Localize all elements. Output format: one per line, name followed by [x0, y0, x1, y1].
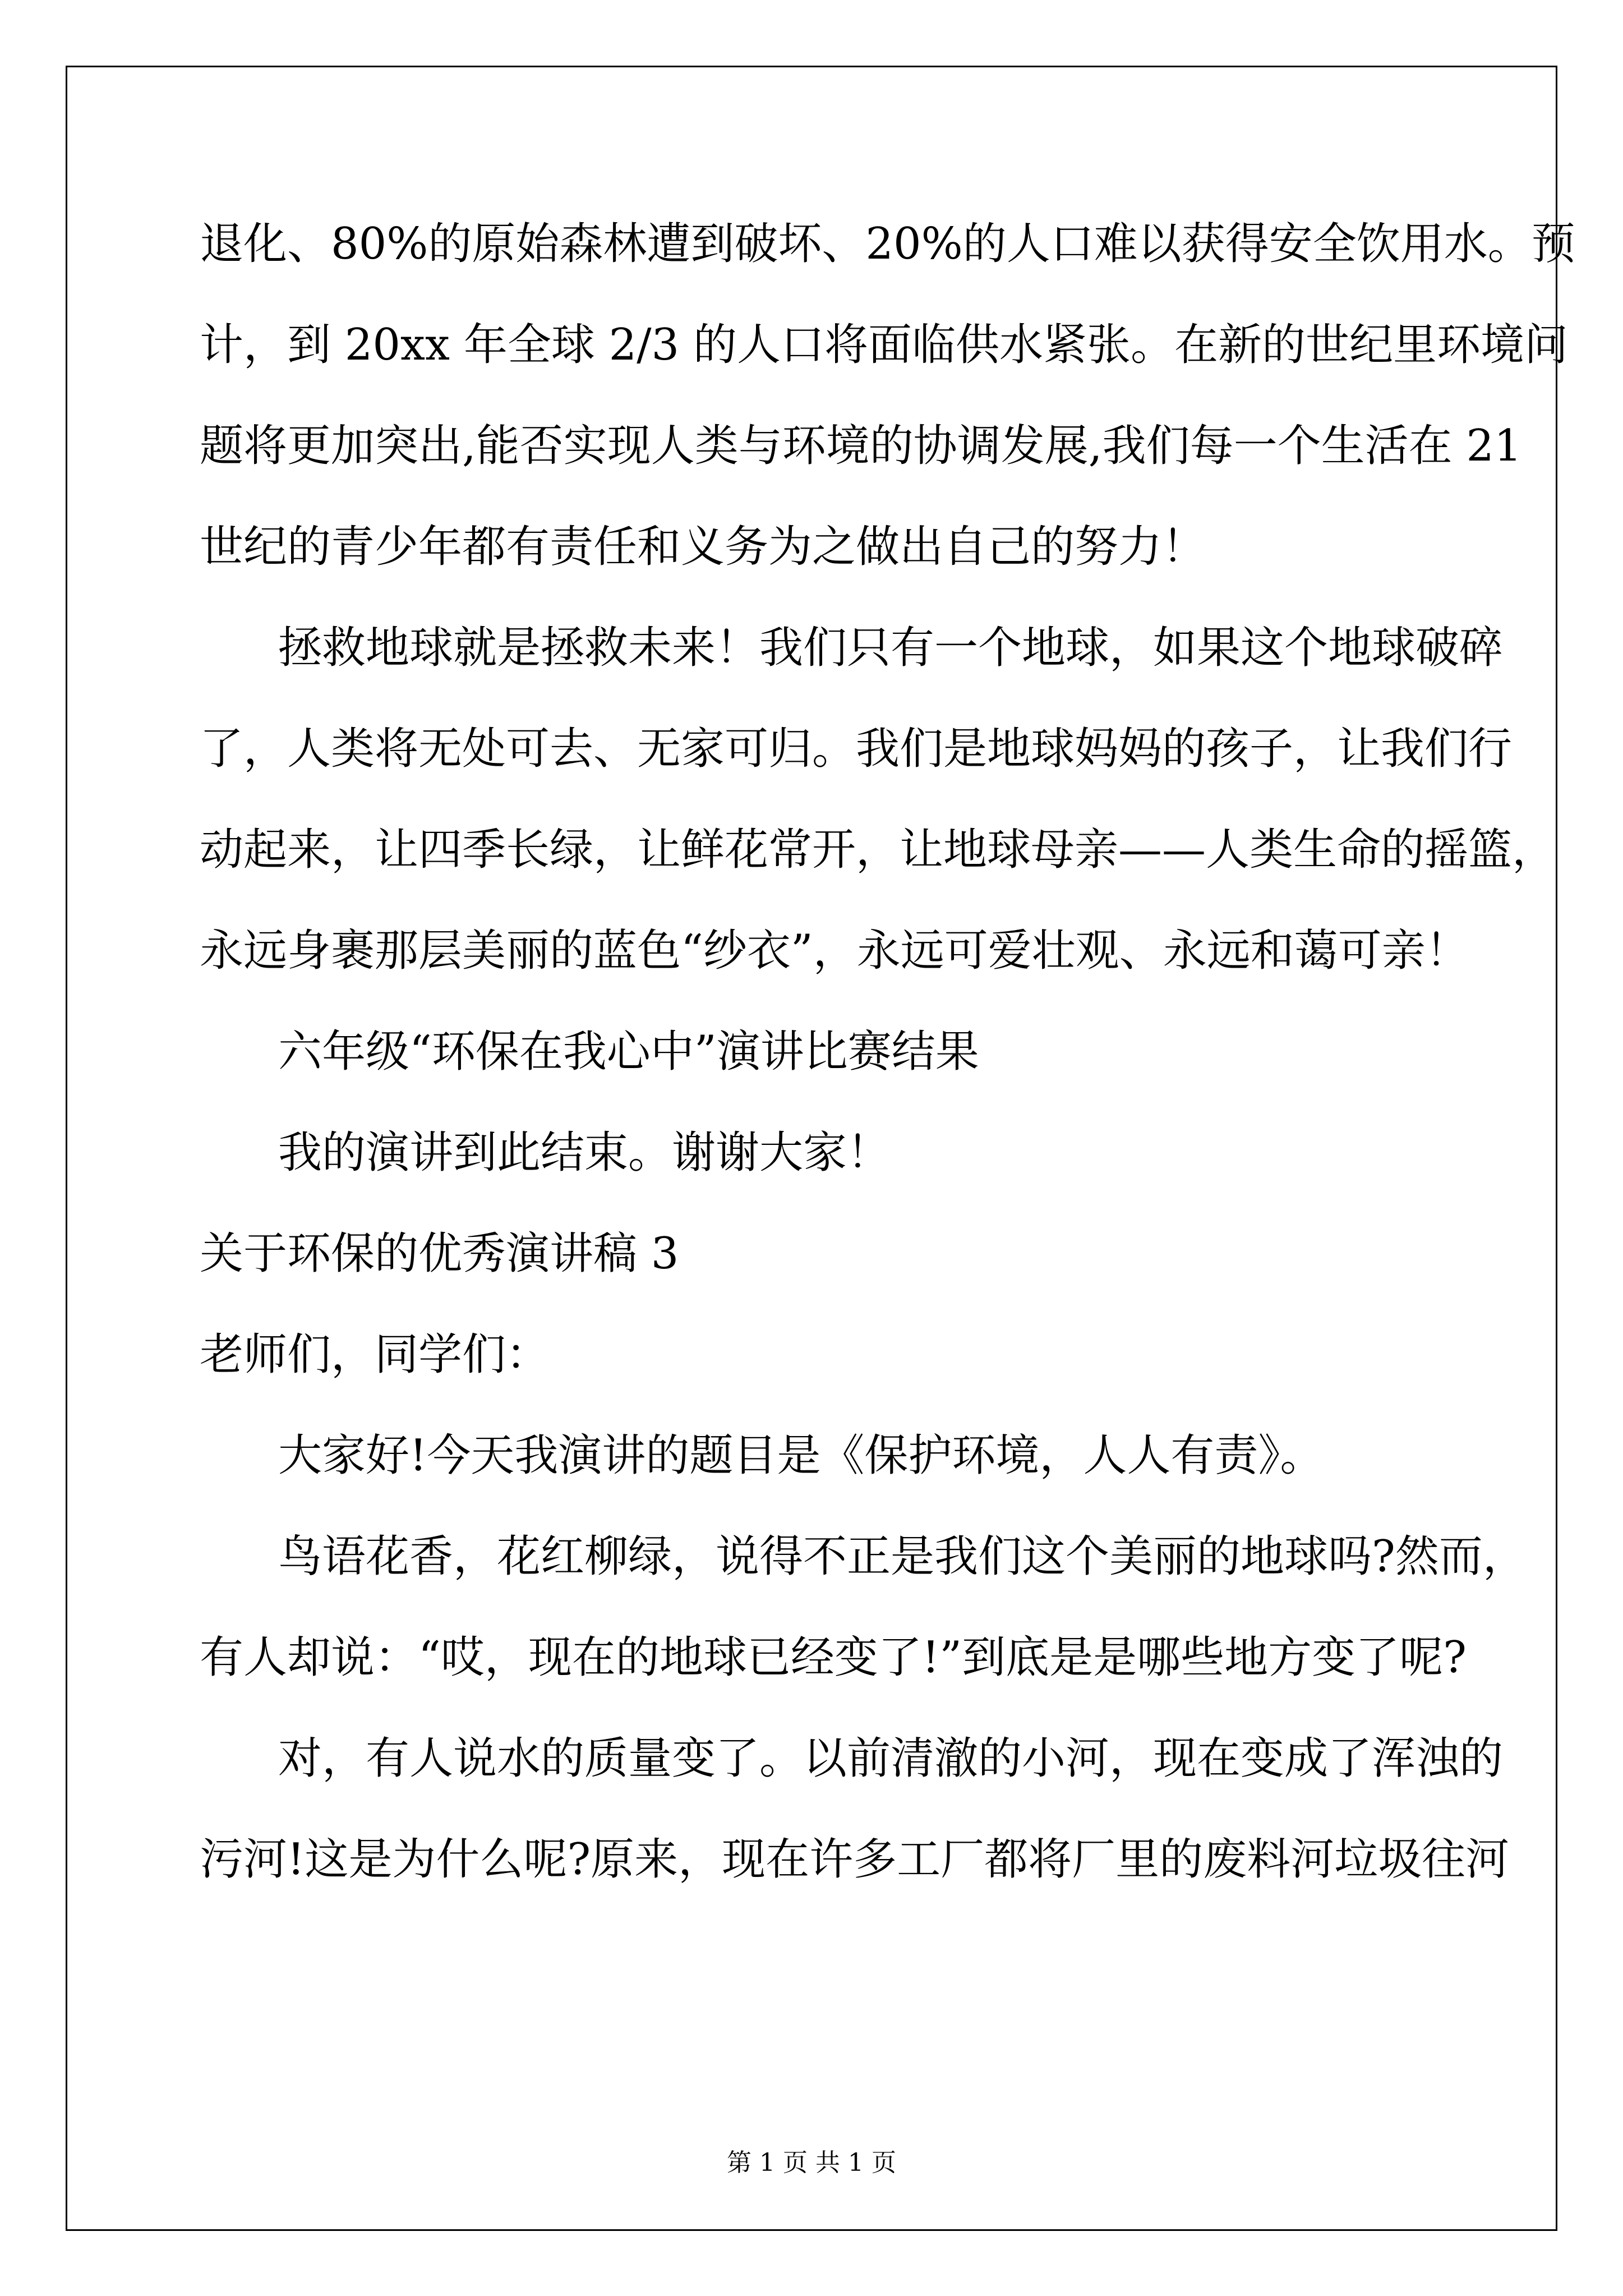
text-line-13: 大家好!今天我演讲的题目是《保护环境，人人有责》。: [278, 1430, 1324, 1481]
text-line-16: 对，有人说水的质量变了。以前清澈的小河，现在变成了浑浊的: [278, 1733, 1504, 1784]
text-line-6: 了，人类将无处可去、无家可归。我们是地球妈妈的孩子，让我们行: [200, 724, 1513, 774]
text-line-8: 永远身裹那层美丽的蓝色“纱衣”，永远可爱壮观、永远和蔼可亲！: [200, 926, 1469, 976]
text-line-3: 题将更加突出,能否实现人类与环境的协调发展,我们每一个生活在 21: [200, 421, 1522, 471]
salutation: 老师们，同学们：: [200, 1329, 550, 1380]
text-line-7: 动起来，让四季长绿，让鲜花常开，让地球母亲——人类生命的摇篮，: [200, 825, 1556, 875]
text-line-1: 退化、80%的原始森林遭到破坏、20%的人口难以获得安全饮用水。预: [200, 219, 1575, 269]
text-line-17: 污河!这是为什么呢?原来，现在许多工厂都将厂里的废料河垃圾往河: [200, 1834, 1510, 1885]
text-line-10: 我的演讲到此结束。谢谢大家！: [278, 1128, 891, 1178]
section-heading: 关于环保的优秀演讲稿 3: [200, 1228, 679, 1279]
text-line-5: 拯救地球就是拯救未来！我们只有一个地球，如果这个地球破碎: [278, 623, 1504, 673]
text-line-2: 计，到 20xx 年全球 2/3 的人口将面临供水紧张。在新的世纪里环境问: [200, 320, 1568, 370]
text-line-9: 六年级“环保在我心中”演讲比赛结果: [278, 1027, 979, 1077]
text-line-4: 世纪的青少年都有责任和义务为之做出自己的努力！: [200, 522, 1206, 572]
text-line-14: 鸟语花香，花红柳绿，说得不正是我们这个美丽的地球吗?然而，: [278, 1531, 1527, 1582]
text-line-15: 有人却说：“哎，现在的地球已经变了!”到底是是哪些地方变了呢?: [200, 1632, 1467, 1683]
page-footer: 第 1 页 共 1 页: [727, 2148, 896, 2177]
